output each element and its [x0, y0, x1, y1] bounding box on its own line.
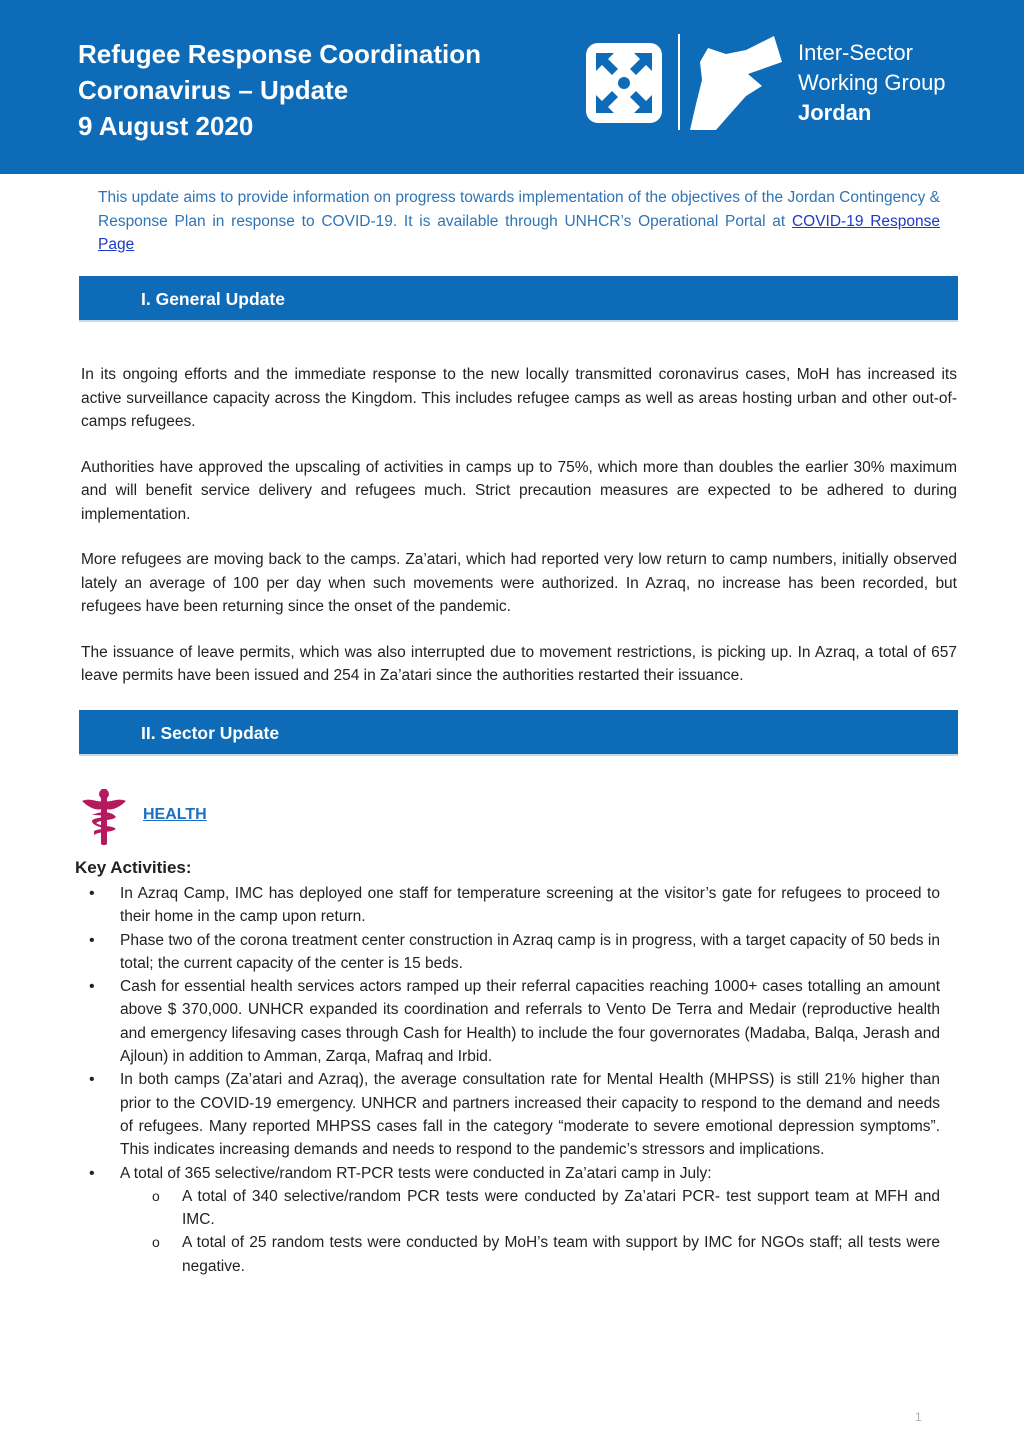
title-line-1: Refugee Response Coordination [78, 39, 482, 69]
jordan-map-icon [686, 34, 786, 132]
intro-text: This update aims to provide information on progress towards implementation of the objectives of the Jordan Contingency & Response Plan in response to COVID-19. It is available through UNHCR’s Operational Portal at [98, 189, 940, 230]
title-line-2: Coronavirus – Update [78, 75, 349, 105]
header-banner [0, 0, 1024, 174]
list-item: • In both camps (Za’atari and Azraq), the average consultation rate for Mental Health (MHPSS) is still 21% higher than prior to the COVID-19 emergency. UNHCR and partners increased their capacity to respond to the demand and needs of refugees. Many reported MHPSS cases fall in the category “moderate to severe emotional depression symptoms”. This indicates increasing demands and needs to respond to the pandemic’s stressors and implications. [84, 1068, 940, 1161]
general-paragraph: More refugees are moving back to the camps. Za’atari, which had reported very low return to camp numbers, initially observed lately an average of 100 per day when such movements were authorized. In Azraq, no increase has been recorded, but refugees have been returning since the onset of the pandemic. [81, 551, 957, 615]
general-update-body [81, 363, 957, 710]
intro-paragraph [98, 186, 940, 257]
key-activities-title: Key Activities: [75, 858, 192, 877]
general-paragraph: In its ongoing efforts and the immediate response to the new locally transmitted coronavirus cases, MoH has increased its active surveillance capacity across the Kingdom. This includes refugee camps as well as areas hosting urban and other out-of-camps refugees. [81, 366, 957, 430]
document-title [78, 36, 481, 144]
list-item: • Phase two of the corona treatment center construction in Azraq camp is in progress, with a target capacity of 50 beds in total; the current capacity of the center is 15 beds. [84, 929, 940, 976]
general-paragraph: Authorities have approved the upscaling of activities in camps up to 75%, which more than doubles the earlier 30% maximum and will benefit service delivery and refugees much. Strict precaution measures are expected to be adhered to during implementation. [81, 458, 957, 523]
logo-line-1: Inter-Sector [798, 40, 913, 65]
health-section-link[interactable]: HEALTH [143, 806, 207, 823]
sub-list [120, 1185, 940, 1278]
section-general-update-heading: I. General Update [79, 276, 958, 322]
sub-list-item: o A total of 340 selective/random PCR tests were conducted by Za’atari PCR- test support team at MFH and IMC. [120, 1185, 940, 1232]
arrows-logo-icon [584, 41, 664, 125]
list-item: • Cash for essential health services actors ramped up their referral capacities reaching 1000+ cases totalling an amount above $ 370,000. UNHCR expanded its coordination and referrals to Vento De Terra and Medair (reproductive health and emergency lifesaving cases through Cash for Health) to include the four governorates (Madaba, Balqa, Jerash and Ajloun) in addition to Amman, Zarqa, Mafraq and Irbid. [84, 975, 940, 1068]
list-item-text: A total of 365 selective/random RT-PCR tests were conducted in Za’atari camp in July: [120, 1164, 712, 1182]
sub-list-item: o A total of 25 random tests were conducted by MoH’s team with support by IMC for NGOs staff; all tests were negative. [120, 1231, 940, 1278]
health-caduceus-icon [80, 789, 128, 845]
title-line-3: 9 August 2020 [78, 111, 254, 141]
general-paragraph: The issuance of leave permits, which was also interrupted due to movement restrictions, is picking up. In Azraq, a total of 657 leave permits have been issued and 254 in Za’atari since the authorities restarted their issuance. [81, 643, 957, 684]
section-sector-update-heading: II. Sector Update [79, 710, 958, 756]
list-item: • In Azraq Camp, IMC has deployed one staff for temperature screening at the visitor’s gate for refugees to proceed to their home in the camp upon return. [84, 882, 940, 929]
logo-line-2: Working Group [798, 70, 946, 95]
page-number: 1 [915, 1410, 922, 1424]
list-item-with-subitems [84, 1162, 940, 1278]
logo-text [798, 38, 946, 128]
key-activities-list [84, 882, 940, 1278]
covid-response-page-link[interactable]: COVID-19 Response Page [98, 212, 940, 253]
logo-divider [678, 34, 680, 130]
logo-line-3: Jordan [798, 100, 872, 125]
